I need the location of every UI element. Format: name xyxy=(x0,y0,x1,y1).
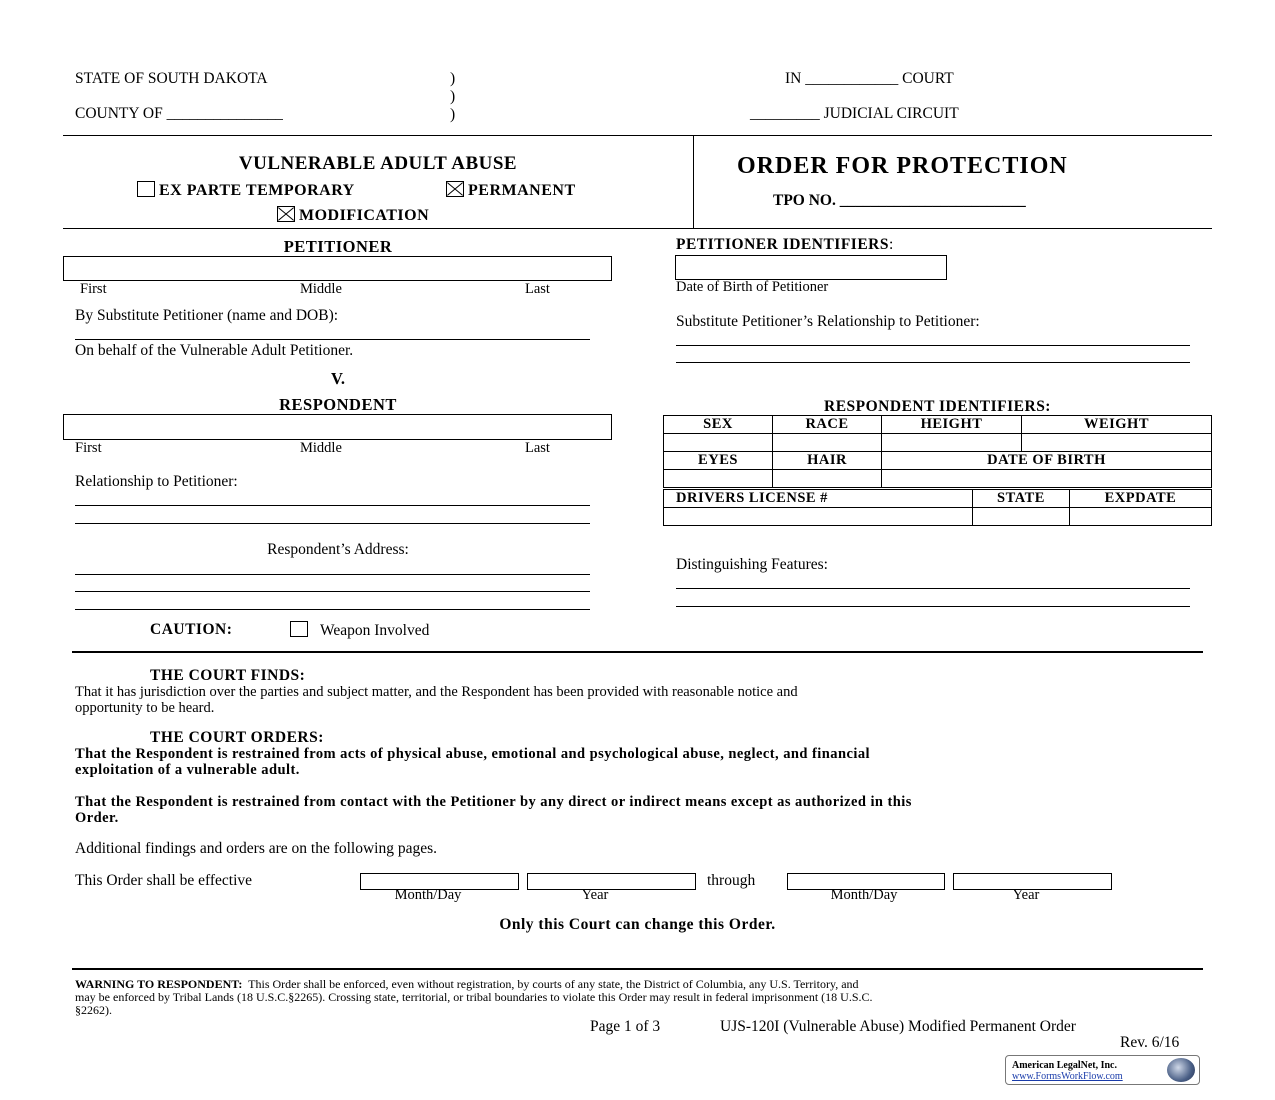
on-behalf-text: On behalf of the Vulnerable Adult Petitioner. xyxy=(75,342,354,359)
first-label: First xyxy=(80,281,107,297)
relationship-line[interactable] xyxy=(676,362,1190,363)
order-2: Order. xyxy=(75,810,119,826)
court-label: IN ____________ COURT xyxy=(785,70,954,87)
state-input[interactable] xyxy=(973,508,1070,526)
permanent-checkbox[interactable] xyxy=(446,181,464,197)
respondent-address-line[interactable] xyxy=(75,609,590,610)
option-modification[interactable] xyxy=(277,206,429,225)
features-line[interactable] xyxy=(676,588,1190,589)
race-input[interactable] xyxy=(773,434,882,452)
petitioner-heading: PETITIONER xyxy=(283,237,393,256)
court-finds-text: That it has jurisdiction over the parties and subject matter, and the Respondent has been provided with reasonable notice and xyxy=(75,684,798,700)
modification-label: MODIFICATION xyxy=(299,207,430,224)
court-finds-heading: THE COURT FINDS: xyxy=(150,667,306,684)
year-label: Year xyxy=(581,887,609,903)
caption-paren: ) xyxy=(450,88,456,105)
permanent-label: PERMANENT xyxy=(468,182,576,199)
respondent-relationship-line[interactable] xyxy=(75,505,590,506)
order-1: exploitation of a vulnerable adult. xyxy=(75,762,300,778)
ex-parte-checkbox[interactable] xyxy=(137,181,155,197)
height-header: HEIGHT xyxy=(882,416,1022,434)
divider xyxy=(63,228,1212,229)
license-input[interactable] xyxy=(664,508,973,526)
respondent-identifiers-table-2 xyxy=(663,489,1212,526)
option-ex-parte[interactable] xyxy=(137,181,355,200)
weapon-checkbox[interactable] xyxy=(290,621,308,637)
warning-text: may be enforced by Tribal Lands (18 U.S.C.§2265). Crossing state, territorial, or tribal boundaries to violate this Order may result in federal imprisonment (18 U.S.C. xyxy=(75,990,873,1004)
warning-text: WARNING TO RESPONDENT: This Order shall be enforced, even without registration, by courts of any state, the District of Columbia, any U.S. Territory, and xyxy=(75,977,859,991)
respondent-heading: RESPONDENT xyxy=(279,395,397,414)
state-label: STATE OF SOUTH DAKOTA xyxy=(75,70,268,87)
last-label: Last xyxy=(525,440,550,456)
globe-icon xyxy=(1167,1058,1195,1082)
relationship-line[interactable] xyxy=(676,345,1190,346)
distinguishing-features-label: Distinguishing Features: xyxy=(676,556,828,573)
caption-paren: ) xyxy=(450,106,456,123)
order-1: That the Respondent is restrained from acts of physical abuse, emotional and psychological abuse, neglect, and financial xyxy=(75,746,871,762)
sex-header: SEX xyxy=(664,416,773,434)
divider xyxy=(693,135,694,228)
expdate-input[interactable] xyxy=(1070,508,1212,526)
versus: V. xyxy=(331,369,345,388)
respondent-identifiers-heading: RESPONDENT IDENTIFIERS: xyxy=(824,398,1051,415)
effective-label: This Order shall be effective xyxy=(75,872,253,889)
race-header: RACE xyxy=(773,416,882,434)
weapon-option[interactable] xyxy=(290,621,429,640)
middle-label: Middle xyxy=(300,440,342,456)
petitioner-dob-input[interactable] xyxy=(675,255,947,280)
year-label: Year xyxy=(1012,887,1040,903)
expdate-header: EXPDATE xyxy=(1070,490,1212,508)
month-day-label: Month/Day xyxy=(830,887,898,903)
logo-url[interactable]: www.FormsWorkFlow.com xyxy=(1012,1071,1123,1082)
caution-label: CAUTION: xyxy=(150,621,233,638)
license-header: DRIVERS LICENSE # xyxy=(664,490,973,508)
respondent-relationship-label: Relationship to Petitioner: xyxy=(75,473,238,490)
page-number: Page 1 of 3 xyxy=(590,1018,661,1035)
last-label: Last xyxy=(525,281,550,297)
hair-header: HAIR xyxy=(773,452,882,470)
order-title: ORDER FOR PROTECTION xyxy=(737,153,1068,179)
dob-header: DATE OF BIRTH xyxy=(882,452,1212,470)
option-permanent[interactable] xyxy=(446,181,576,200)
divider xyxy=(72,968,1203,970)
month-day-label: Month/Day xyxy=(394,887,462,903)
form-id: UJS-120I (Vulnerable Abuse) Modified Permanent Order xyxy=(720,1018,1076,1035)
respondent-address-line[interactable] xyxy=(75,591,590,592)
respondent-address-line[interactable] xyxy=(75,574,590,575)
caption-paren: ) xyxy=(450,70,456,87)
respondent-address-label: Respondent’s Address: xyxy=(267,541,409,558)
respondent-relationship-line[interactable] xyxy=(75,523,590,524)
case-type-title: VULNERABLE ADULT ABUSE xyxy=(238,153,518,174)
petitioner-identifiers-heading: PETITIONER IDENTIFIERS: xyxy=(676,236,894,253)
dob-label: Date of Birth of Petitioner xyxy=(676,279,829,295)
state-header: STATE xyxy=(973,490,1070,508)
sex-input[interactable] xyxy=(664,434,773,452)
warning-heading: WARNING TO RESPONDENT: xyxy=(75,977,243,991)
middle-label: Middle xyxy=(300,281,342,297)
respondent-identifiers-table-1 xyxy=(663,415,1212,488)
petitioner-name-input[interactable] xyxy=(63,256,612,281)
substitute-petitioner-line[interactable] xyxy=(75,339,590,340)
court-orders-heading: THE COURT ORDERS: xyxy=(150,729,324,746)
substitute-petitioner-label: By Substitute Petitioner (name and DOB): xyxy=(75,307,339,324)
respondent-name-input[interactable] xyxy=(63,414,612,440)
divider xyxy=(72,651,1203,653)
tpo-field[interactable]: TPO NO. ________________________ xyxy=(773,192,1026,209)
circuit-label: _________ JUDICIAL CIRCUIT xyxy=(750,105,959,122)
vendor-logo[interactable] xyxy=(1005,1055,1200,1085)
eyes-header: EYES xyxy=(664,452,773,470)
relationship-label: Substitute Petitioner’s Relationship to Petitioner: xyxy=(676,313,980,330)
features-line[interactable] xyxy=(676,606,1190,607)
logo-name: American LegalNet, Inc. xyxy=(1012,1060,1117,1071)
order-2: That the Respondent is restrained from contact with the Petitioner by any direct or indirect means except as authorized in this xyxy=(75,794,912,810)
divider xyxy=(63,135,1212,136)
modification-checkbox[interactable] xyxy=(277,206,295,222)
warning-text: §2262). xyxy=(75,1003,112,1017)
eyes-input[interactable] xyxy=(664,470,773,488)
height-input[interactable] xyxy=(882,434,1022,452)
through-label: through xyxy=(707,872,756,889)
dob-input[interactable] xyxy=(882,470,1212,488)
weapon-label: Weapon Involved xyxy=(320,622,430,639)
county-label: COUNTY OF _______________ xyxy=(75,105,283,122)
ex-parte-label: EX PARTE TEMPORARY xyxy=(159,182,355,199)
weight-header: WEIGHT xyxy=(1022,416,1212,434)
court-finds-text: opportunity to be heard. xyxy=(75,700,215,716)
weight-input[interactable] xyxy=(1022,434,1212,452)
first-label: First xyxy=(75,440,102,456)
hair-input[interactable] xyxy=(773,470,882,488)
additional-text: Additional findings and orders are on the following pages. xyxy=(75,840,438,857)
only-court-notice: Only this Court can change this Order. xyxy=(499,916,776,933)
revision: Rev. 6/16 xyxy=(1120,1034,1180,1051)
